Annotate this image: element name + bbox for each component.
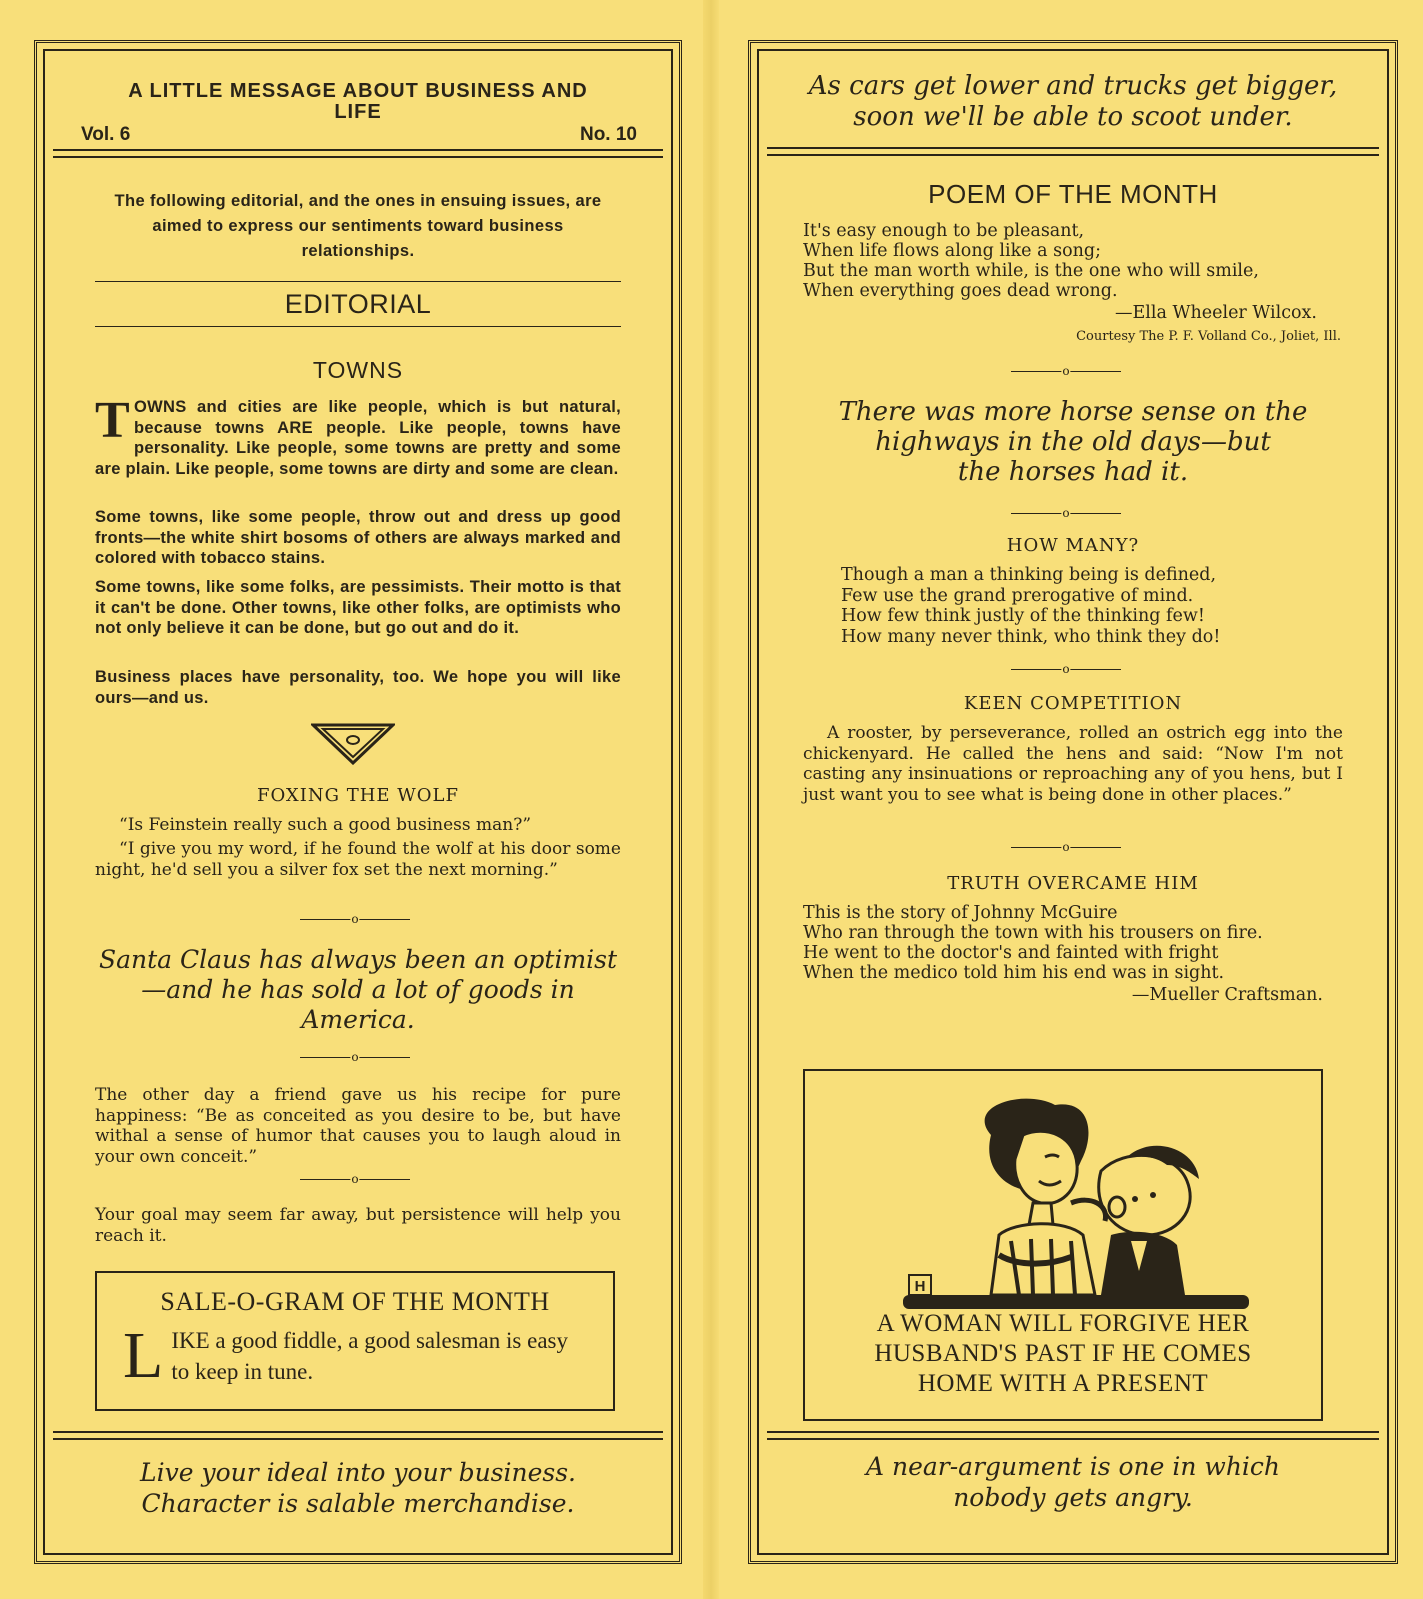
- sale-o-gram-text: [123, 1319, 591, 1392]
- left-footer: [45, 1457, 671, 1519]
- how-many-line: How few think justly of the thinking few!: [841, 606, 1205, 626]
- divider-right-3: o: [1011, 663, 1121, 677]
- keen-competition-text: A rooster, by perseverance, rolled an ostrich egg into the chickenyard. He called the hens and said: “Now I'm not casting any insinuations or reproaching any of you hens, but I just want you to see what is being done in other places.”: [803, 723, 1343, 805]
- truth-overcame-lines: [803, 903, 1347, 983]
- truth-overcame-title: TRUTH OVERCAME HIM: [947, 873, 1199, 894]
- right-footer-line-2: nobody gets angry.: [953, 1483, 1193, 1512]
- sale-o-gram-box: [95, 1271, 615, 1411]
- volume-number: Vol. 6: [81, 124, 131, 145]
- poem-line: When life flows along like a song;: [803, 241, 1101, 261]
- foxing-wolf-line-1: “Is Feinstein really such a good business man?”: [119, 815, 532, 835]
- how-many-line: How many never think, who think they do!: [841, 626, 1221, 647]
- right-header-quote: [759, 71, 1387, 133]
- poem-lines: [803, 221, 1347, 301]
- recipe-paragraph: The other day a friend gave us his recipe for pure happiness: “Be as conceited as you desire to be, but have withal a sense of humor that causes you to laugh aloud in your own conceit.”: [95, 1085, 621, 1167]
- horse-line-3: the horses had it.: [957, 457, 1189, 487]
- page-fold: [703, 0, 719, 1599]
- divider-right-1: o: [1011, 365, 1121, 379]
- how-many-line: Though a man a thinking being is defined,: [841, 565, 1217, 585]
- goal-paragraph: Your goal may seem far away, but persistence will help you reach it.: [95, 1205, 621, 1246]
- sale-o-gram-title: SALE-O-GRAM OF THE MONTH: [160, 1287, 550, 1316]
- poem-courtesy: Courtesy The P. F. Volland Co., Joliet, Ill.: [1076, 329, 1341, 344]
- how-many-lines: [841, 565, 1347, 647]
- cartoon-caption: [805, 1309, 1321, 1399]
- poem-line: It's easy enough to be pleasant,: [803, 221, 1085, 241]
- keen-competition-title: KEEN COMPETITION: [963, 693, 1183, 714]
- divider-right-4: o: [1011, 841, 1121, 855]
- towns-p1-text: OWNS and cities are like people, which is but natural, because towns ARE people. Like people, towns have personality. Like people, some towns are pretty and some are plain. Like people, some towns are dirty and some are clean.: [95, 398, 621, 478]
- cartoon-box: [803, 1069, 1323, 1421]
- left-panel-inner-border: [43, 49, 673, 1555]
- right-footer-line-1: A near-argument is one in which: [865, 1452, 1281, 1481]
- poem-author: —Ella Wheeler Wilcox.: [1115, 303, 1317, 323]
- left-footer-line-2: Character is salable merchandise.: [141, 1489, 575, 1518]
- truth-line: Who ran through the town with his trousers on fire.: [803, 923, 1263, 943]
- towns-paragraph-4: Business places have personality, too. We hope you will like ours—and us.: [95, 668, 621, 707]
- editorial-heading: EDITORIAL: [284, 289, 432, 319]
- towns-dropcap: T: [95, 392, 130, 449]
- newsletter-title: A LITTLE MESSAGE ABOUT BUSINESS AND LIFE: [128, 80, 588, 123]
- left-panel: [34, 40, 682, 1564]
- truth-line: When the medico told him his end was in sight.: [803, 963, 1225, 983]
- poem-line: When everything goes dead wrong.: [803, 281, 1118, 301]
- triangle-ornament-icon: [311, 723, 395, 765]
- artist-monogram: H: [914, 1278, 926, 1295]
- truth-line: This is the story of Johnny McGuire: [803, 903, 1118, 923]
- divider-3: o: [300, 1173, 410, 1187]
- right-panel-inner-border: [757, 49, 1389, 1555]
- how-many-line: Few use the grand prerogative of mind.: [841, 585, 1194, 606]
- caption-line-3: HOME WITH A PRESENT: [917, 1370, 1209, 1397]
- right-panel: [748, 40, 1398, 1564]
- horse-line-1: There was more horse sense on the: [838, 397, 1308, 427]
- foxing-wolf-line-2: “I give you my word, if he found the wolf at his door some night, he'd sell you a silver fox set the next morning.”: [95, 839, 621, 880]
- horse-sense-quote: [759, 397, 1387, 487]
- right-footer-double-rule: [767, 1431, 1379, 1440]
- header-double-rule: [53, 149, 663, 158]
- editorial-rule-bottom: [95, 326, 621, 327]
- right-header-double-rule: [767, 147, 1379, 156]
- caption-line-2: HUSBAND'S PAST IF HE COMES: [874, 1340, 1252, 1367]
- divider-1: o: [300, 913, 410, 927]
- right-header-line-1: As cars get lower and trucks get bigger,: [808, 71, 1338, 101]
- truth-line: He went to the doctor's and fainted with fright: [803, 943, 1219, 963]
- intro-text: The following editorial, and the ones in ensuing issues, are aimed to express our sentiments toward business relationships.: [114, 192, 602, 260]
- right-footer: [759, 1451, 1387, 1513]
- footer-double-rule: [53, 1431, 663, 1440]
- issue-number: No. 10: [579, 124, 637, 145]
- how-many-title: HOW MANY?: [1006, 535, 1140, 556]
- poem-line: But the man worth while, is the one who will smile,: [803, 261, 1259, 281]
- woman-man-cartoon-illustration: [895, 1095, 1255, 1325]
- editorial-rule-top: [95, 281, 621, 282]
- right-header-line-2: soon we'll be able to scoot under.: [853, 102, 1293, 132]
- horse-line-2: highways in the old days—but: [875, 427, 1271, 457]
- sale-o-gram-body: IKE a good fiddle, a good salesman is easy to keep in tune.: [171, 1328, 568, 1384]
- left-footer-line-1: Live your ideal into your business.: [139, 1458, 577, 1487]
- towns-paragraph-2: Some towns, like some people, throw out and dress up good fronts—the white shirt bosoms of others are always marked and colored with tobacco stains.: [95, 508, 621, 567]
- foxing-wolf-title: FOXING THE WOLF: [257, 785, 459, 806]
- caption-line-1: A WOMAN WILL FORGIVE HER: [876, 1310, 1250, 1337]
- divider-right-2: o: [1011, 507, 1121, 521]
- truth-author: —Mueller Craftsman.: [1131, 985, 1323, 1005]
- towns-title: TOWNS: [312, 357, 404, 383]
- towns-paragraph-3: Some towns, like some folks, are pessimists. Their motto is that it can't be done. Other towns, like other folks, are optimists who not only believe it can be done, but go out and do it.: [95, 578, 621, 637]
- towns-paragraph-1: [95, 392, 621, 479]
- divider-2: o: [300, 1051, 410, 1065]
- poem-title: POEM OF THE MONTH: [928, 179, 1218, 209]
- sale-o-gram-dropcap: L: [123, 1319, 164, 1392]
- santa-claus-quote: Santa Claus has always been an optimist—and he has sold a lot of goods in America.: [98, 945, 618, 1034]
